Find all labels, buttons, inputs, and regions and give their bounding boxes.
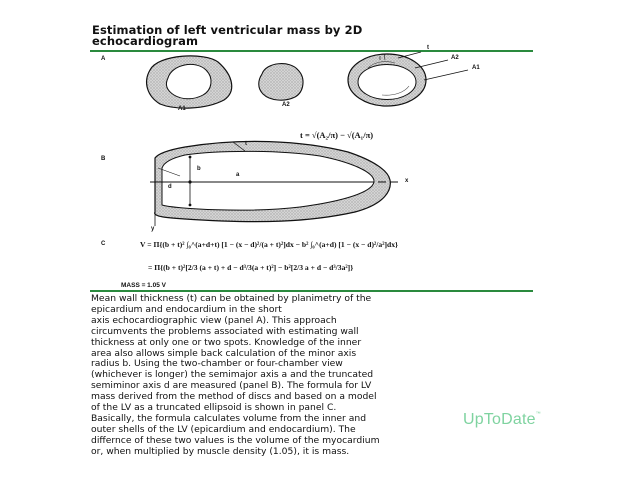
- page-title: Estimation of left ventricular mass by 2D echocardiogram: [92, 23, 363, 48]
- label-a1: A1: [178, 106, 186, 112]
- uptodate-logo: [463, 411, 541, 429]
- shape-ring: [348, 52, 468, 106]
- shape-ellipsoid: [150, 141, 400, 226]
- label-t-a: t: [427, 45, 429, 51]
- label-x: x: [405, 178, 409, 184]
- panel-a-label: A: [101, 56, 106, 62]
- label-y: y: [151, 226, 155, 232]
- label-d: d: [168, 184, 172, 190]
- thickness-equation: t = √(A₂/π) − √(A₁/π): [300, 130, 374, 140]
- figure-caption: [91, 294, 536, 458]
- label-a2: A2: [282, 102, 290, 108]
- volume-formula-line2: = Π{(b + t)²[2/3 (a + t) + d − d³/3(a + t)²] − b²[2/3 a + d − d³/3a²]}: [148, 263, 354, 272]
- label-t-b: t: [245, 141, 247, 147]
- label-a: a: [236, 172, 240, 178]
- shape-a2: [259, 64, 303, 101]
- mass-formula: MASS = 1.05 V: [121, 282, 166, 289]
- figure-divider: [90, 290, 533, 292]
- volume-formula-line1: V = Π{(b + t)² ∫₀^(a+d+t) [1 − (x − d)²/(a + t)²]dx − b² ∫₀^(a+d) [1 − (x − d)²/a²]dx}: [140, 240, 399, 249]
- logo-text: UpToDate: [463, 411, 536, 428]
- panel-b-label: B: [101, 156, 106, 162]
- label-ring-a1: A1: [472, 65, 480, 71]
- panel-c-label: C: [101, 241, 106, 247]
- caption-text: Mean wall thickness (t) can be obtained by planimetry of the epicardium and endocardium in the short axis echocardiographic view (panel A). This approach circumvents the problems associated with estimating wall thickness at only one or two spots. Knowledge of the inner area also allows simple back calculation of the minor axis radius b. Using the two-chamber or four-chamber view (whichever is longer) the semimajor axis a and the truncated semiminor axis d are measured (panel B). The formula for LV mass derived from the method of discs and based on a model of the LV as a truncated ellipsoid is shown in panel C. Basically, the formula calculates volume from the inner and outer shells of the LV (epicardium and endocardium). The differnce of these two values is the volume of the myocardium or, when multiplied by muscle density (1.05), it is mass.: [91, 293, 380, 457]
- label-ring-a2: A2: [451, 55, 459, 61]
- shape-a1: [147, 56, 232, 108]
- label-b: b: [197, 166, 201, 172]
- logo-trademark: ™: [535, 411, 541, 417]
